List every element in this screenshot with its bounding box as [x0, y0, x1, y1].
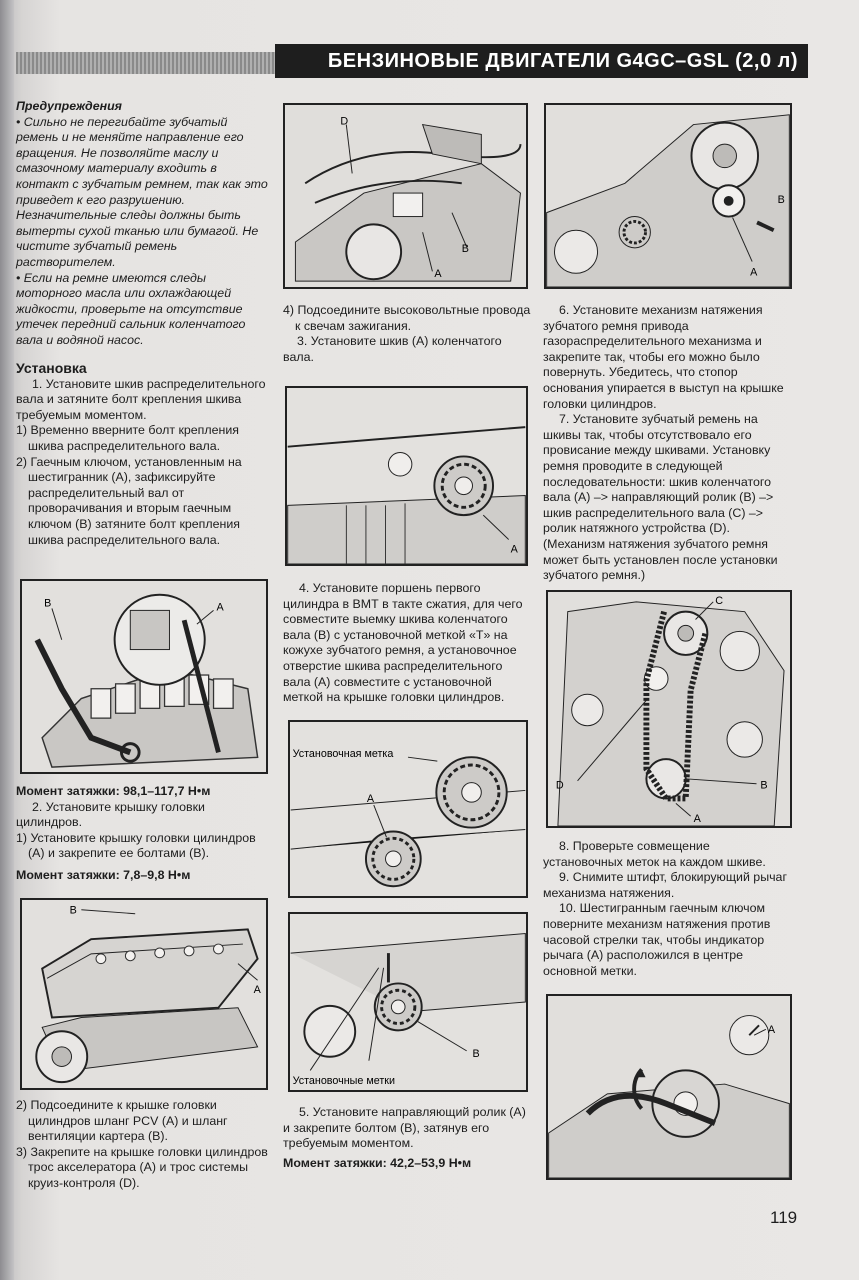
- label-b: B: [760, 779, 768, 792]
- step-7: 7. Установите зубчатый ремень на шкивы так, чтобы отсутствовало его провисание между шкивами. Установку ремня проводите в следующей последовательности: шкив коленчатого вала (A) –> направляющий ролик (B) –> шкив распределительного вала (C) –> ролик натяжного устройства (D). (Механизм натяжения зубчатого ремня может быть установлен после установки зубчатого ремня.): [543, 412, 778, 583]
- install-block: [16, 361, 268, 548]
- torque-2: Момент затяжки: 7,8–9,8 Н•м: [16, 867, 191, 882]
- torque-block-1: [16, 784, 268, 884]
- figure-cylinder-head-cover: [20, 898, 268, 1090]
- label-b: B: [69, 904, 77, 917]
- install-title: Установка: [16, 360, 87, 376]
- torque-1: Момент затяжки: 98,1–117,7 Н•м: [16, 784, 211, 798]
- torque-5: Момент затяжки: 42,2–53,9 Н•м: [283, 1155, 472, 1170]
- figure-timing-marks: [288, 720, 528, 898]
- page-header: [275, 44, 808, 78]
- figure-camshaft-pulley: [20, 579, 268, 774]
- timing-marks-label: Установочные метки: [292, 1075, 396, 1088]
- label-d: D: [340, 115, 349, 128]
- steps-8-10-block: [543, 839, 793, 979]
- steps-2-2-block: [16, 1098, 268, 1192]
- step-8: 8. Проверьте совмещение установочных меток на каждом шкиве.: [543, 839, 766, 869]
- figure-engine-wiring: [283, 103, 528, 289]
- step-6: 6. Установите механизм натяжения зубчатого ремня привода газораспределительного механизма и закрепите так, чтобы его можно было повернуть. Убедитесь, что стопор основания упирается в выступ на крышке головки цилиндров.: [543, 303, 784, 411]
- label-b: B: [461, 242, 469, 255]
- figure-guide-roller: [288, 912, 528, 1092]
- label-a: A: [693, 813, 701, 826]
- figure-timing-belt: [546, 590, 792, 828]
- warnings-block: [16, 99, 268, 349]
- figure-tensioner-adjust: [546, 994, 792, 1180]
- label-b: B: [44, 597, 52, 610]
- step-3: 3. Установите шкив (A) коленчатого вала.: [283, 334, 502, 364]
- label-a: A: [216, 601, 224, 614]
- label-b: B: [777, 193, 785, 206]
- label-a: A: [434, 268, 442, 281]
- figure-crankshaft-pulley: [285, 386, 528, 566]
- label-a: A: [750, 266, 758, 279]
- warnings-title: Предупреждения: [16, 99, 122, 113]
- step-2-1: 1) Установите крышку головки цилиндров (A) и закрепите ее болтами (B).: [16, 830, 256, 861]
- step-1-1: 1) Временно вверните болт крепления шкива распределительного вала.: [16, 423, 239, 453]
- label-a: A: [366, 793, 375, 806]
- step-1: 1. Установите шкив распределительного вала и затяните болт крепления шкива требуемым моментом.: [16, 376, 266, 422]
- steps-6-7-block: [543, 303, 793, 584]
- step-2: 2. Установите крышку головки цилиндров.: [16, 799, 205, 830]
- warning-1: • Сильно не перегибайте зубчатый ремень и не меняйте направление его вращения. Не позволяйте маслу и смазочному материалу входить в контакт с зубчатым ремнем, так как это приведет к его разрушению. Незначительные следы должны быть вытерты сухой тканью или бумагой. Не чистите зубчатый ремень растворителем.: [16, 114, 268, 269]
- step-1-2: 2) Гаечным ключом, установленным на шестигранник (A), зафиксируйте распределительный вал от проворачивания и вторым гаечным ключом (B) затяните болт крепления шкива распределительного вала.: [16, 454, 242, 547]
- step-4: 4. Установите поршень первого цилиндра в ВМТ в такте сжатия, для чего совместите выемку шкива коленчатого вала (B) с установочной меткой «T» на кожухе зубчатого ремня, а установочное отверстие шкива распределительного вала (A) совместите с установочной меткой на крышке головки цилиндров.: [283, 581, 523, 705]
- label-d: D: [555, 779, 564, 792]
- step-2-3: 3) Закрепите на крышке головки цилиндров трос акселератора (A) и трос системы круиз-контроля (D).: [16, 1144, 268, 1190]
- step-4-block: [283, 581, 531, 706]
- label-b: B: [472, 1047, 480, 1060]
- steps-2-4-3-block: [283, 303, 531, 365]
- figure-tensioner: [544, 103, 792, 289]
- label-c: C: [715, 594, 724, 607]
- page-number: 119: [770, 1208, 798, 1227]
- step-2-4: 4) Подсоедините высоковольтные провода к свечам зажигания.: [283, 303, 531, 333]
- book-binding: [0, 0, 14, 1280]
- timing-mark-label: Установочная метка: [292, 748, 394, 761]
- warning-2: • Если на ремне имеются следы моторного масла или охлаждающей жидкости, проверьте на отсутствие утечек передний сальник коленчатого вала и водяной насос.: [16, 270, 246, 347]
- step-10: 10. Шестигранным гаечным ключом поверните механизм натяжения против часовой стрелки так, чтобы индикатор рычага (A) расположился в центре основной метки.: [543, 901, 771, 978]
- step-2-2: 2) Подсоедините к крышке головки цилиндров шланг PCV (A) и шланг вентиляции картера (B).: [16, 1098, 228, 1144]
- step-5: 5. Установите направляющий ролик (A) и закрепите болтом (B), затянув его требуемым моментом.: [283, 1105, 526, 1151]
- label-a: A: [510, 543, 518, 556]
- header-stripe: [16, 52, 278, 74]
- page-title: БЕНЗИНОВЫЕ ДВИГАТЕЛИ G4GC–GSL (2,0 л): [327, 49, 798, 72]
- step-5-block: [283, 1105, 531, 1171]
- label-a: A: [767, 1024, 775, 1037]
- label-a: A: [253, 984, 261, 997]
- step-9: 9. Снимите штифт, блокирующий рычаг механизма натяжения.: [543, 870, 787, 900]
